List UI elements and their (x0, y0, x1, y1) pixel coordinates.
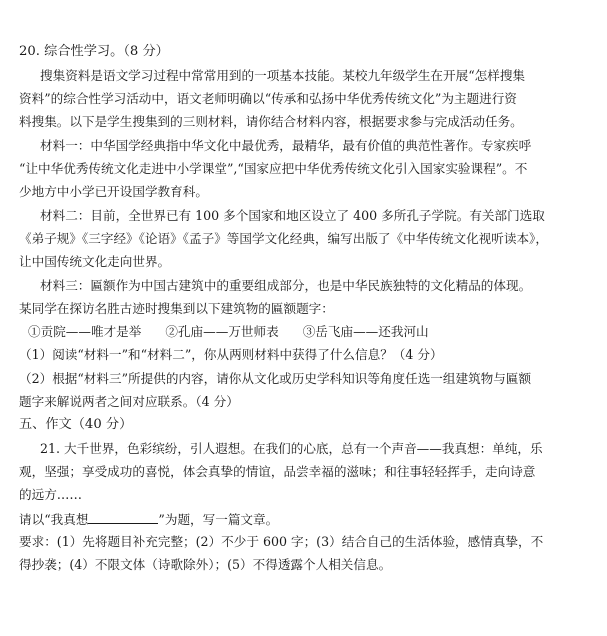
question-21-line-3: 的远方…… (19, 487, 82, 502)
requirements-line-2: 得抄袭；(4）不限文体（诗歌除外）；(5）不得透露个人相关信息。 (19, 557, 392, 572)
question-20-heading: 20. 综合性学习。（8 分） (19, 44, 169, 59)
question-2-line-1: （2）根据“材料三”所提供的内容，请你从文化或历史学科知识等角度任选一组建筑物与匾额 (19, 371, 532, 386)
title-blank (88, 511, 158, 524)
plaque-list (28, 324, 604, 340)
material-3-line-2: 某同学在探访名胜古迹时搜集到以下建筑物的匾额题字： (19, 301, 334, 316)
title-prompt-end: ”为题，写一篇文章。 (158, 512, 279, 527)
intro-line-1: 搜集资料是语文学习过程中常常用到的一项基本技能。某校九年级学生在开展“怎样搜集 (40, 68, 526, 83)
requirements-line-1: 要求：(1）先将题目补充完整；(2）不少于 600 字；(3）结合自己的生活体验，感情真挚，不 (19, 534, 544, 549)
plaque-item-2: ②孔庙——万世师表 (165, 324, 279, 339)
question-21-line-1: 21. 大千世界，色彩缤纷，引人遐想。在我们的心底，总有一个声音——我真想：单纯，乐 (40, 441, 543, 456)
material-3-line-1: 材料三：匾额作为中国古建筑中的重要组成部分，也是中华民族独特的文化精品的体现。 (40, 278, 532, 293)
question-1: （1）阅读“材料一”和“材料二”，你从两则材料中获得了什么信息？（4 分） (19, 347, 443, 362)
plaque-item-1: ①贡院——唯才是举 (28, 324, 142, 339)
material-2-line-3: 让中国传统文化走向世界。 (19, 254, 171, 269)
question-2-line-2: 题字来解说两者之间对应联系。（4 分） (19, 394, 239, 409)
material-2-line-1: 材料二：目前，全世界已有 100 多个国家和地区设立了 400 多所孔子学院。有关部门选取 (40, 208, 545, 223)
material-1-line-1: 材料一：中华国学经典指中华文化中最优秀，最精华，最有价值的典范性著作。专家疾呼 (40, 138, 532, 153)
title-prompt (19, 511, 595, 528)
material-2-line-2: 《弟子规》《三字经》《论语》《孟子》等国学文化经典，编写出版了《中华传统文化视听读本》， (19, 231, 548, 246)
section-5-heading: 五、作文（40 分） (19, 417, 133, 432)
material-1-line-3: 少地方中小学已开设国学教育科。 (19, 184, 208, 199)
material-1-line-2: “让中华优秀传统文化走进中小学课堂”,“国家应把中华优秀传统文化引入国家实验课程”。不 (19, 161, 528, 176)
plaque-item-3: ③岳飞庙——还我河山 (302, 324, 429, 339)
intro-line-2: 资料”的综合性学习活动中，语文老师明确以“传承和弘扬中华优秀传统文化”为主题进行资 (19, 91, 517, 106)
question-21-line-2: 观，坚强；享受成功的喜悦，体会真挚的情谊，品尝幸福的滋味；和往事轻轻挥手，走向诗意 (19, 464, 536, 479)
title-prompt-start: 请以“我真想 (19, 512, 89, 527)
intro-line-3: 料搜集。以下是学生搜集到的三则材料，请你结合材料内容，根据要求参与完成活动任务。 (19, 114, 523, 129)
